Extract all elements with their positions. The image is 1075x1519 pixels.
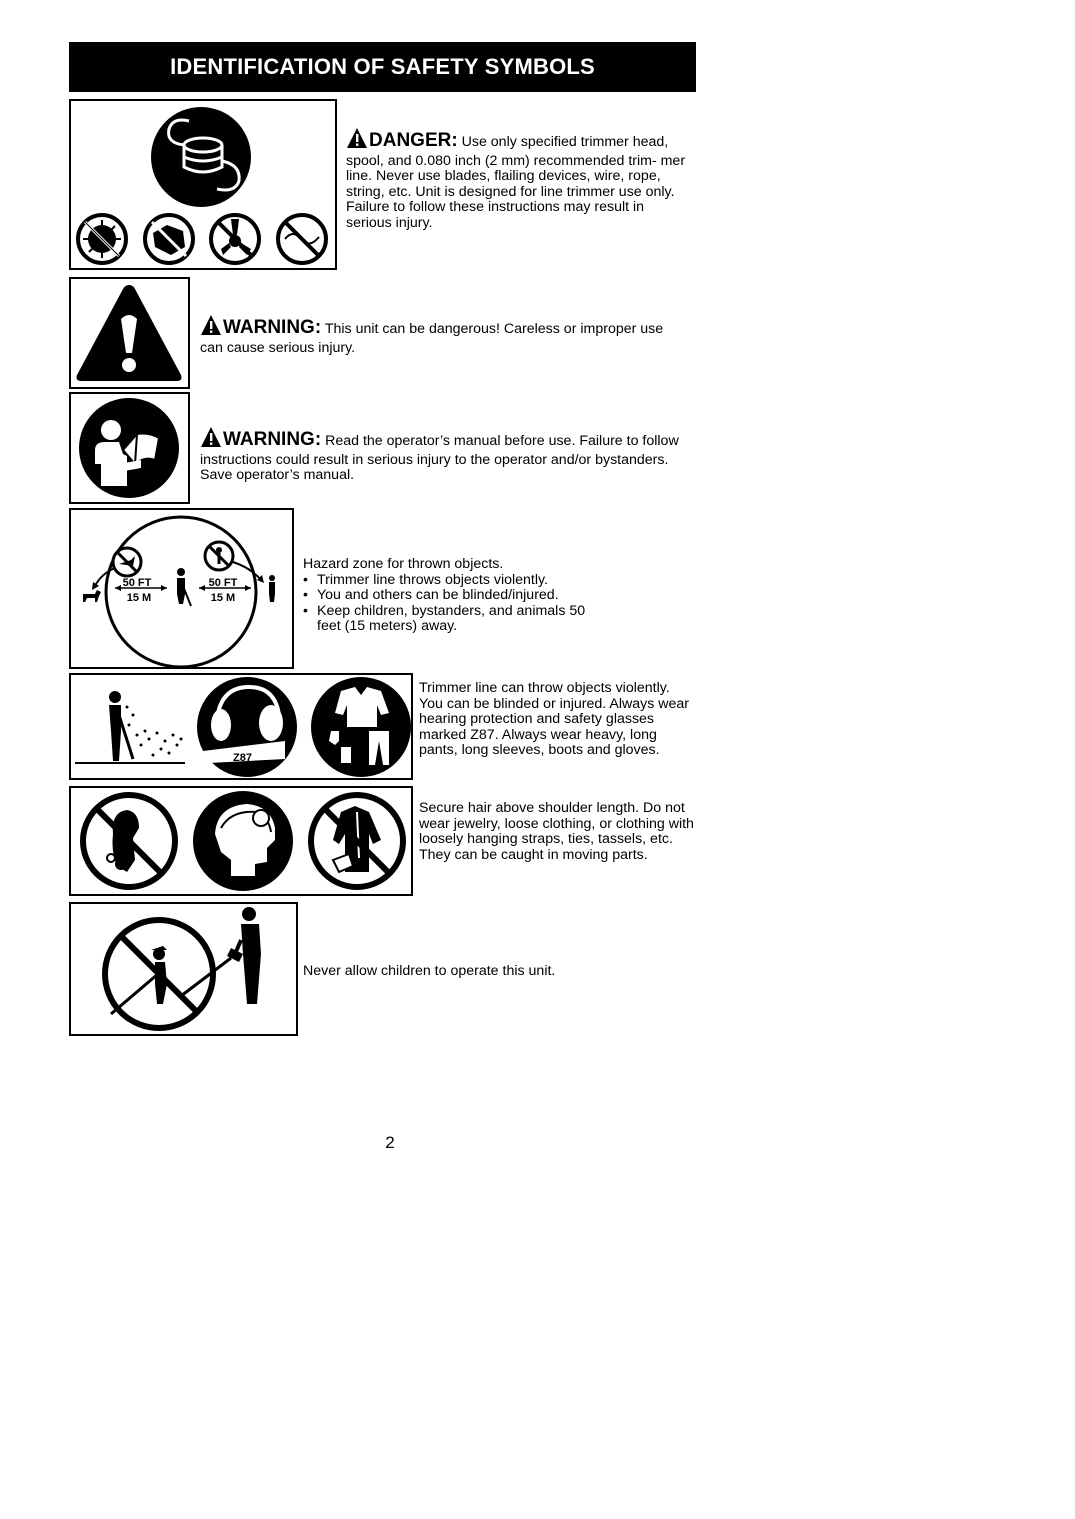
- warning-signal-word: WARNING:: [223, 317, 322, 338]
- z87-mark: Z87: [233, 752, 252, 764]
- warning-manual-block: [200, 426, 680, 484]
- hair-text: Secure hair above shoulder length. Do not wear jewelry, loose clothing, or clothing with loosely hanging straps, ties, tassels, etc. They can be caught in moving parts.: [419, 800, 694, 863]
- danger-signal-word: DANGER:: [369, 130, 458, 151]
- thrown-debris-icon: [75, 691, 185, 763]
- protection-box: [69, 673, 413, 780]
- children-text: Never allow children to operate this unit.: [303, 963, 556, 979]
- warning-signal-word: WARNING:: [223, 429, 322, 450]
- read-manual-icon: [71, 394, 188, 502]
- no-children-operating-icon: [71, 904, 296, 1034]
- danger-text: Use only specified trimmer head, spool, and 0.080 inch (2 mm) recommended trim- mer line. Never use blades, flailing devices, wire, rope, string, etc. Unit is designed for line trimmer use only. Failure to follow these instructions may result in serious injury.: [346, 134, 686, 231]
- hazard-zone-block: [303, 557, 603, 635]
- distance-ft-left: 50 FT: [122, 577, 152, 589]
- warning-triangle-box: [69, 277, 190, 389]
- hazard-zone-diagram: [71, 510, 292, 667]
- read-manual-box: [69, 392, 190, 504]
- protection-text: Trimmer line can throw objects violently. You can be blinded or injured. Always wear hearing protection and safety glasses marked Z87. Always wear heavy, long pants, long sleeves, boots and gloves.: [419, 680, 689, 759]
- long-hair-prohibited-icon: [83, 795, 175, 887]
- warning-manual-text: Read the operator’s manual before use. Failure to follow instructions could result in serious injury to the operator and/or bystanders. Save operator’s manual.: [200, 433, 679, 484]
- distance-m-right: 15 M: [210, 592, 236, 604]
- hazard-zone-intro: Hazard zone for thrown objects.: [303, 556, 504, 572]
- alert-triangle-icon: [200, 314, 222, 341]
- danger-block: [346, 127, 691, 232]
- trimmer-head-symbol-box: [69, 99, 337, 270]
- alert-triangle-icon: [200, 426, 222, 453]
- list-item: • Trimmer line throws objects violently.: [303, 573, 603, 589]
- distance-ft-right: 50 FT: [208, 577, 238, 589]
- trimmer-head-prohibited-attachments-icon: [71, 101, 335, 268]
- page-title: IDENTIFICATION OF SAFETY SYMBOLS: [69, 42, 696, 92]
- protective-clothing-icon: [311, 677, 411, 777]
- page-number: 2: [385, 1133, 395, 1152]
- hair-clothing-box: [69, 786, 413, 896]
- loose-clothing-prohibited-icon: [311, 795, 403, 887]
- hair-clothing-icons: [71, 788, 411, 894]
- hazard-zone-box: [69, 508, 294, 669]
- hazard-zone-list: [303, 573, 603, 635]
- warning-dangerous-text: This unit can be dangerous! Careless or improper use can cause serious injury.: [200, 321, 664, 356]
- list-item: • Keep children, bystanders, and animals 50 feet (15 meters) away.: [303, 604, 603, 635]
- alert-triangle-icon: [346, 127, 368, 154]
- children-box: [69, 902, 298, 1036]
- distance-m-left: 15 M: [126, 592, 152, 604]
- protective-gear-icons: [71, 675, 411, 778]
- secured-hair-icon: [193, 791, 293, 891]
- exclamation-triangle-icon: [71, 279, 188, 387]
- hearing-protection-icon: [197, 677, 297, 777]
- list-item: • You and others can be blinded/injured.: [303, 588, 603, 604]
- warning-dangerous-block: [200, 314, 680, 356]
